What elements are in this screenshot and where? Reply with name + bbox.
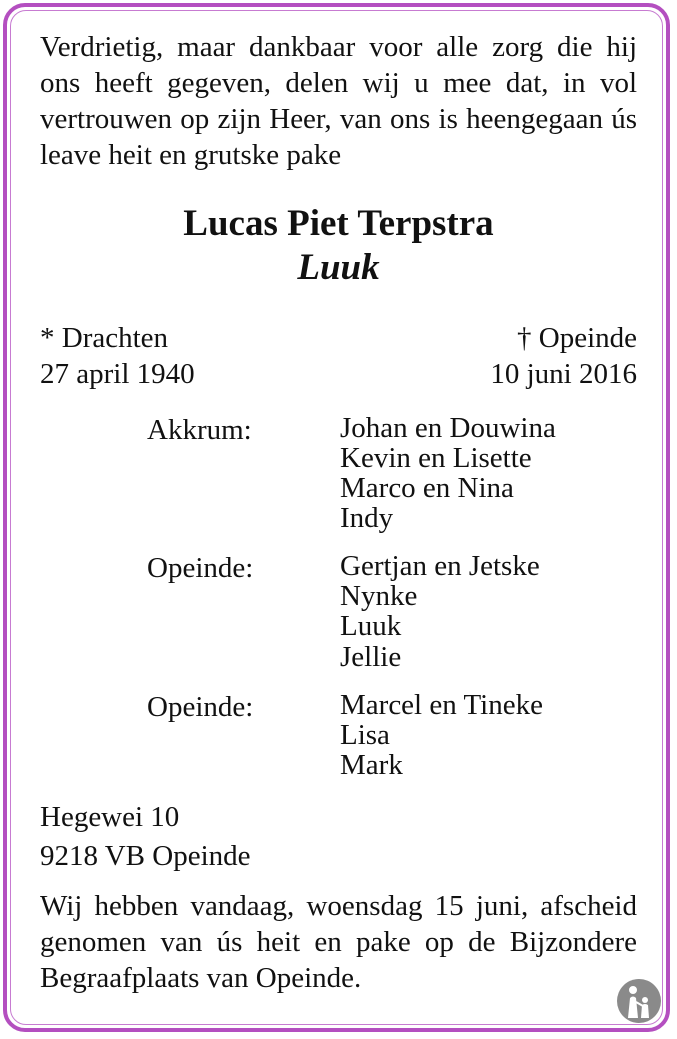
family-member: Johan en Douwina bbox=[340, 411, 556, 444]
dates bbox=[40, 321, 637, 393]
death-date: 10 juni 2016 bbox=[490, 357, 637, 390]
family-place: Akkrum: bbox=[147, 413, 252, 446]
family-list bbox=[147, 413, 637, 781]
family-group bbox=[147, 413, 637, 534]
family-place: Opeinde: bbox=[147, 690, 254, 723]
place-row bbox=[40, 321, 637, 357]
figures-icon bbox=[616, 978, 662, 1024]
family-member: Nynke bbox=[340, 580, 418, 613]
date-row bbox=[40, 357, 637, 393]
family-member: Mark bbox=[340, 749, 403, 782]
address-street: Hegewei 10 bbox=[40, 801, 180, 834]
family-place: Opeinde: bbox=[147, 552, 254, 585]
deceased-nickname: Luuk bbox=[297, 247, 380, 289]
family-member: Gertjan en Jetske bbox=[340, 550, 540, 583]
intro-text: Verdrietig, maar dankbaar voor alle zorg die hij ons heeft gegeven, delen wij u mee dat, in vol vertrouwen op zijn Heer, van ons is heengegaan ús leave heit en grutske pake bbox=[40, 31, 637, 171]
family-member: Marco en Nina bbox=[340, 471, 514, 504]
closing-text: Wij hebben vandaag, woensdag 15 juni, afscheid genomen van ús heit en pake op de Bijzondere Begraafplaats van Opeinde. bbox=[40, 890, 637, 995]
address-city: 9218 VB Opeinde bbox=[40, 839, 251, 872]
family-member: Indy bbox=[340, 501, 394, 534]
announcement bbox=[40, 30, 637, 997]
family-member: Jellie bbox=[340, 640, 402, 673]
family-group bbox=[147, 551, 637, 672]
family-member: Luuk bbox=[340, 610, 402, 643]
family-members bbox=[340, 551, 540, 672]
family-members bbox=[340, 690, 543, 780]
family-member: Lisa bbox=[340, 718, 390, 751]
name-block bbox=[40, 202, 637, 291]
birth-place: * Drachten bbox=[40, 321, 169, 354]
address bbox=[40, 798, 637, 875]
family-member: Marcel en Tineke bbox=[340, 688, 543, 721]
family-member: Kevin en Lisette bbox=[340, 441, 532, 474]
death-place: † Opeinde bbox=[517, 321, 637, 354]
family-group bbox=[147, 690, 637, 780]
deceased-name: Lucas Piet Terpstra bbox=[183, 202, 494, 244]
family-members bbox=[340, 413, 556, 534]
birth-date: 27 april 1940 bbox=[40, 357, 195, 390]
